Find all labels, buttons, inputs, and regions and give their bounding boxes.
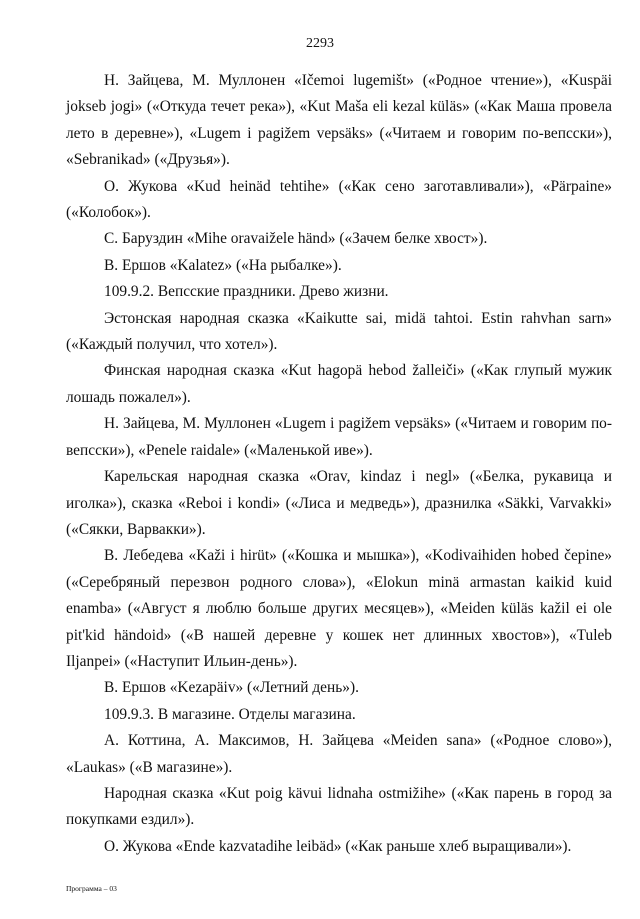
paragraph: В. Ершов «Kalatez» («На рыбалке»). (104, 256, 342, 274)
document-body (66, 68, 612, 860)
paragraph: В. Ершов «Kezapäiv» («Летний день»). (104, 679, 359, 697)
footer-label: Программа – 03 (66, 884, 117, 893)
paragraph: Н. Зайцева, М. Муллонен «Ičemoi lugemišt» («Родное чтение»), «Kuspäi jokseb jogi» («Откуда течет река»), «Kut Maša eli kezal küläs» («Как Маша провела лето в деревне»), «Lugem i pagižem vepsäks» («Читаем и говорим по-вепсски»), «Sebranikad» («Друзья»). (66, 72, 612, 169)
paragraph: Народная сказка «Kut poig kävui lidnaha ostmižihe» («Как парень в город за покупками ездил»). (66, 784, 612, 829)
paragraph: Эстонская народная сказка «Kaikutte sai, midä tahtoi. Estin rahvhan sarn» («Каждый получил, что хотел»). (66, 309, 612, 354)
paragraph: Н. Зайцева, М. Муллонен «Lugem i pagižem vepsäks» («Читаем и говорим по-вепсски»), «Penele raidale» («Маленькой иве»). (66, 415, 612, 459)
paragraph: А. Коттина, А. Максимов, Н. Зайцева «Meiden sana» («Родное слово»), «Laukas» («В магазине»). (66, 732, 612, 776)
section-heading: 109.9.2. Вепсские праздники. Древо жизни. (104, 283, 389, 301)
page-number: 2293 (306, 36, 334, 51)
paragraph: О. Жукова «Ende kazvatadihe leibäd» («Как раньше хлеб выращивали»). (104, 837, 572, 855)
paragraph: Финская народная сказка «Kut hagopä hebod žalleiči» («Как глупый мужик лошадь пожалел»). (66, 362, 612, 406)
section-heading: 109.9.3. В магазине. Отделы магазина. (104, 705, 356, 723)
paragraph: С. Баруздин «Mihe oravaiželе händ» («Зачем белке хвост»). (104, 230, 488, 248)
paragraph: В. Лебедева «Kaži i hirüt» («Кошка и мышка»), «Kodivaihiden hobed čepine» («Серебряный перезвон родного слова»), «Elokun minä armastan kaikid kuid enamba» («Август я люблю больше других месяцев»), «Meiden küläs kažil ei ole pit'kid händoid» («В нашей деревне у кошек нет длинных хвостов»), «Tuleb Iljanpei» («Наступит Ильин-день»). (66, 547, 612, 670)
paragraph: Карельская народная сказка «Orav, kindaz i negl» («Белка, рукавица и иголка»), сказка «Reboi i kondi» («Лиса и медведь»), дразнилка «Säkki, Varvakki» («Сякки, Варвакки»). (66, 468, 612, 538)
paragraph: О. Жукова «Kud heinäd tehtihe» («Как сено заготавливали»), «Pärpaine» («Колобок»). (66, 177, 612, 222)
